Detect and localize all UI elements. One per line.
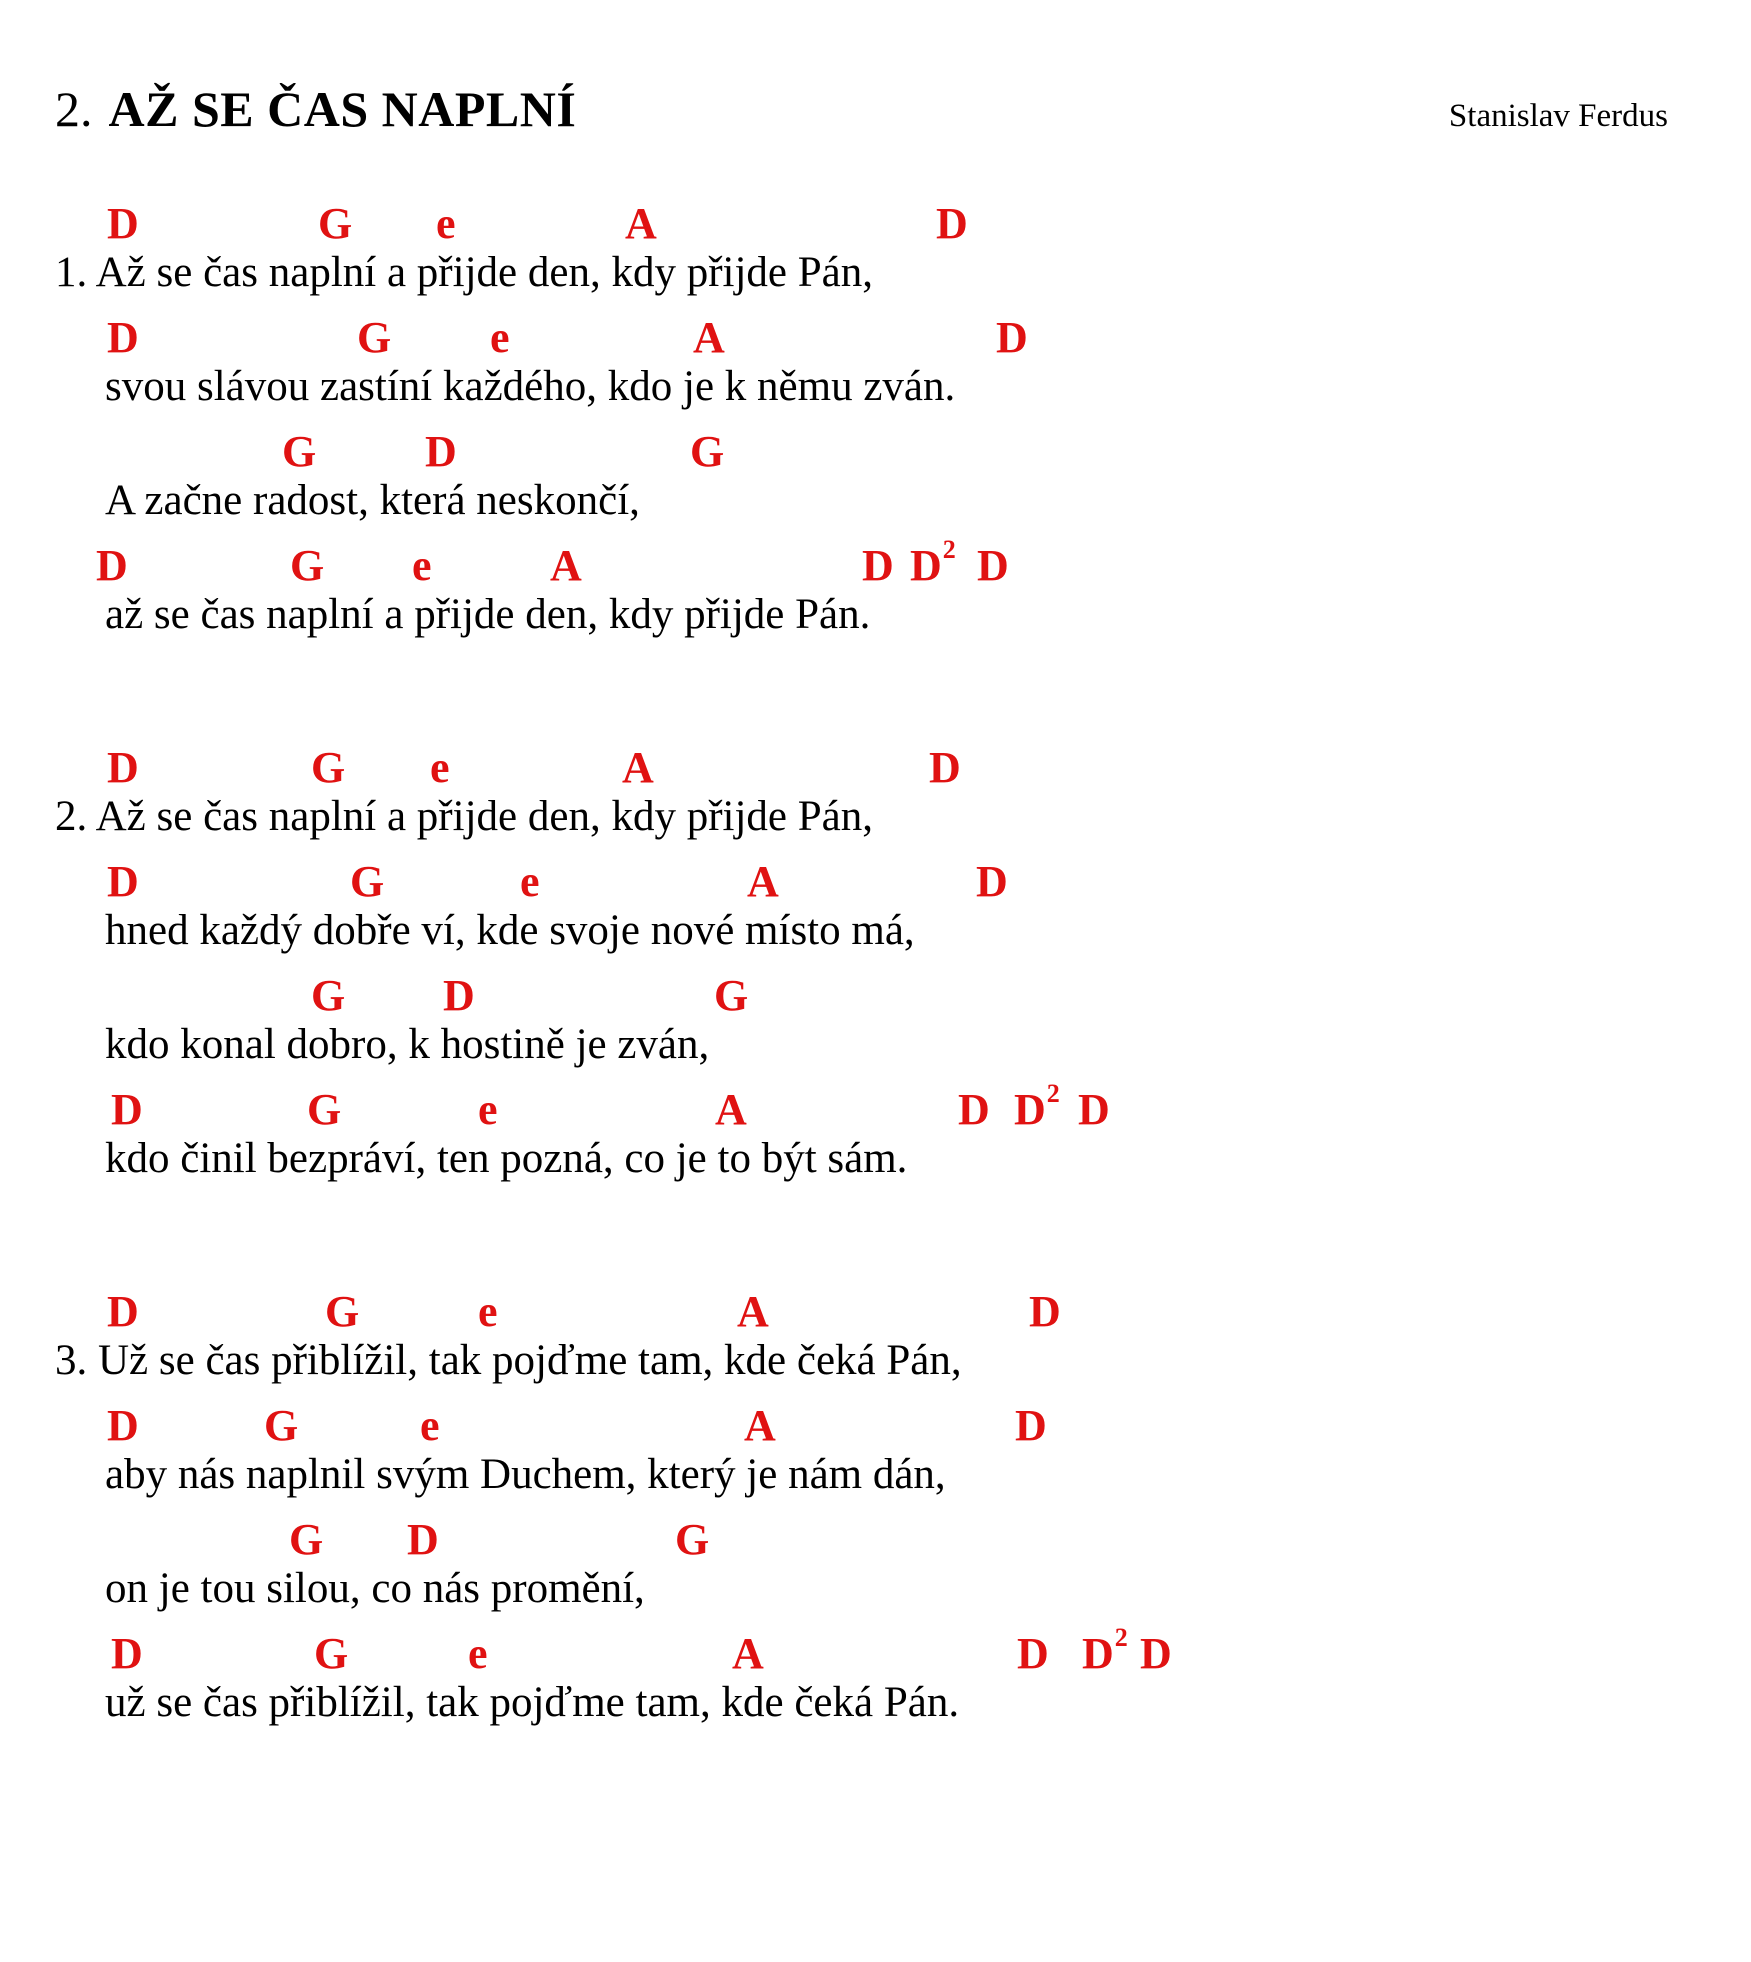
chord-row — [0, 536, 1751, 588]
lyric-line: 1. Až se čas naplní a přijde den, kdy přijde Pán, — [55, 249, 873, 296]
chord-label: e — [430, 743, 450, 792]
chord-label: G — [318, 199, 353, 248]
chord-label: D — [976, 857, 1008, 906]
chord-label: D — [1017, 1629, 1049, 1678]
lyric-line: už se čas přiblížil, tak pojďme tam, kde čeká Pán. — [105, 1679, 960, 1726]
chord-label: D — [111, 1629, 143, 1678]
chord-label: A — [625, 199, 657, 248]
lyric-line: hned každý dobře ví, kde svoje nové místo má, — [105, 907, 915, 954]
chord-row — [0, 1624, 1751, 1676]
chord-label: D — [1140, 1629, 1172, 1678]
chord-label: D — [996, 313, 1028, 362]
chord-label: D — [862, 541, 894, 590]
chord-label: A — [693, 313, 725, 362]
chord-label: e — [420, 1401, 440, 1450]
chord-label: D — [107, 313, 139, 362]
chord-label: D — [111, 1085, 143, 1134]
chord-label: D — [107, 857, 139, 906]
chord-label: D — [1029, 1287, 1061, 1336]
verse-2 — [0, 738, 1751, 1194]
chord-row — [0, 1396, 1751, 1448]
chord-label: D — [407, 1515, 439, 1564]
chord-label: G — [690, 427, 725, 476]
chord-label: e — [520, 857, 540, 906]
chord-label: D — [107, 1401, 139, 1450]
chord-label: G — [675, 1515, 710, 1564]
chord-label: e — [468, 1629, 488, 1678]
chord-label: A — [744, 1401, 776, 1450]
chord-label: e — [478, 1287, 498, 1336]
chord-label: G — [282, 427, 317, 476]
lyric-line: svou slávou zastíní každého, kdo je k němu zván. — [105, 363, 956, 410]
lyric-line: kdo konal dobro, k hostině je zván, — [105, 1021, 710, 1068]
lyric-line: 2. Až se čas naplní a přijde den, kdy přijde Pán, — [55, 793, 873, 840]
chord-label: D — [443, 971, 475, 1020]
chord-label: D — [929, 743, 961, 792]
chord-label: D — [977, 541, 1009, 590]
chord-label: $D^2$ — [910, 535, 956, 590]
chord-label: e — [478, 1085, 498, 1134]
chord-label: G — [311, 743, 346, 792]
chord-label: A — [732, 1629, 764, 1678]
chord-label: D — [107, 1287, 139, 1336]
chord-label: G — [307, 1085, 342, 1134]
song-header — [55, 80, 1668, 138]
chord-label: D — [936, 199, 968, 248]
chord-label: D — [96, 541, 128, 590]
song-number: 2. — [55, 81, 93, 137]
chord-label: D — [107, 743, 139, 792]
chord-label: $D^2$ — [1082, 1623, 1128, 1678]
chord-label: G — [714, 971, 749, 1020]
lyric-line: až se čas naplní a přijde den, kdy přijde Pán. — [105, 591, 871, 638]
chord-label: D — [107, 199, 139, 248]
chord-label: G — [350, 857, 385, 906]
lyric-line: aby nás naplnil svým Duchem, který je nám dán, — [105, 1451, 946, 1498]
chord-superscript: 2 — [942, 535, 956, 565]
verses — [0, 194, 1751, 1738]
chord-row — [0, 422, 1751, 474]
verse-3 — [0, 1282, 1751, 1738]
chord-label: G — [325, 1287, 360, 1336]
lyric-line: kdo činil bezpráví, ten pozná, co je to být sám. — [105, 1135, 908, 1182]
lyric-line: A začne radost, která neskončí, — [105, 477, 640, 524]
lyric-line: 3. Už se čas přiblížil, tak pojďme tam, kde čeká Pán, — [55, 1337, 962, 1384]
chord-row — [0, 852, 1751, 904]
chord-row — [0, 1510, 1751, 1562]
chord-row — [0, 1282, 1751, 1334]
chord-label: A — [550, 541, 582, 590]
chord-row — [0, 194, 1751, 246]
chord-label: D — [425, 427, 457, 476]
song-sheet-page — [0, 80, 1751, 1962]
chord-row — [0, 1080, 1751, 1132]
chord-label: G — [289, 1515, 324, 1564]
chord-label: A — [747, 857, 779, 906]
lyric-line: on je tou silou, co nás promění, — [105, 1565, 645, 1612]
chord-label: $D^2$ — [1014, 1079, 1060, 1134]
chord-row — [0, 308, 1751, 360]
chord-label: G — [357, 313, 392, 362]
chord-superscript: 2 — [1046, 1079, 1060, 1109]
chord-row — [0, 966, 1751, 1018]
chord-label: G — [290, 541, 325, 590]
chord-label: G — [264, 1401, 299, 1450]
chord-label: G — [314, 1629, 349, 1678]
chord-label: D — [958, 1085, 990, 1134]
chord-label: e — [436, 199, 456, 248]
chord-label: G — [311, 971, 346, 1020]
chord-label: e — [412, 541, 432, 590]
song-title: AŽ SE ČAS NAPLNÍ — [108, 81, 577, 137]
chord-label: D — [1015, 1401, 1047, 1450]
chord-label: A — [737, 1287, 769, 1336]
chord-superscript: 2 — [1114, 1623, 1128, 1653]
chord-label: e — [490, 313, 510, 362]
chord-label: D — [1078, 1085, 1110, 1134]
song-author: Stanislav Ferdus — [1448, 98, 1668, 134]
chord-label: A — [622, 743, 654, 792]
chord-label: A — [715, 1085, 747, 1134]
chord-row — [0, 738, 1751, 790]
verse-1 — [0, 194, 1751, 650]
